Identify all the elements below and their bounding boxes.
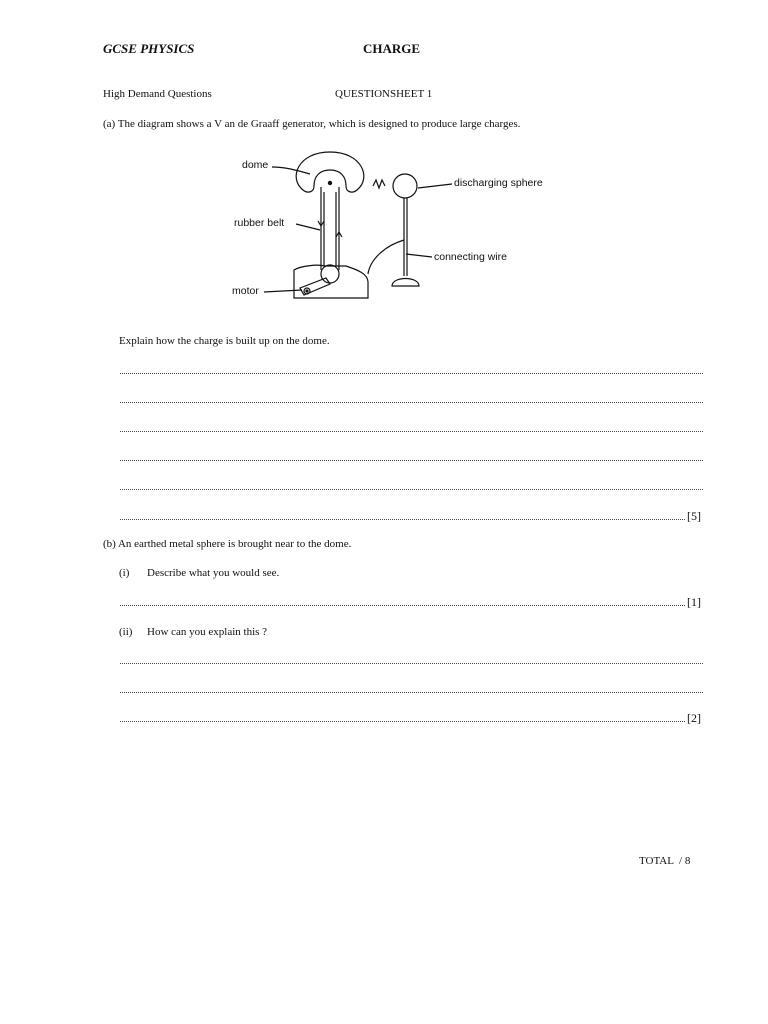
answer-line[interactable] <box>120 721 685 722</box>
topic-title: CHARGE <box>363 41 421 56</box>
level-label: High Demand Questions <box>103 88 212 100</box>
total-score: TOTAL / 8 <box>639 855 691 867</box>
answer-line[interactable] <box>120 692 703 693</box>
marks-b-i: [1] <box>687 595 701 609</box>
answer-line[interactable] <box>120 373 703 374</box>
spark-shape <box>373 180 385 188</box>
label-discharging-sphere: discharging sphere <box>454 177 543 189</box>
answer-line[interactable] <box>120 663 703 664</box>
label-connecting-wire: connecting wire <box>434 251 507 263</box>
part-b-ii-number: (ii) <box>119 626 133 638</box>
label-dome: dome <box>242 159 269 171</box>
part-b-i-question: Describe what you would see. <box>147 567 280 579</box>
part-a-intro: (a) The diagram shows a V an de Graaff generator, which is designed to produce large charges. <box>103 118 521 130</box>
part-b-i-number: (i) <box>119 567 130 579</box>
label-motor: motor <box>232 285 259 297</box>
label-rubber-belt: rubber belt <box>234 217 285 229</box>
answer-line[interactable] <box>120 460 703 461</box>
answer-line[interactable] <box>120 489 703 490</box>
answer-line[interactable] <box>120 402 703 403</box>
part-a-question: Explain how the charge is built up on the dome. <box>119 335 330 347</box>
answer-line[interactable] <box>120 605 685 606</box>
part-b-ii-question: How can you explain this ? <box>147 626 268 638</box>
sheet-label: QUESTIONSHEET 1 <box>335 88 433 100</box>
part-b-intro: (b) An earthed metal sphere is brought near to the dome. <box>103 538 352 550</box>
dome-shape <box>296 152 364 192</box>
marks-b-ii: [2] <box>687 711 701 725</box>
answer-line[interactable] <box>120 519 685 520</box>
answer-line[interactable] <box>120 431 703 432</box>
subject-title: GCSE PHYSICS <box>103 41 195 56</box>
marks-a: [5] <box>687 509 701 523</box>
